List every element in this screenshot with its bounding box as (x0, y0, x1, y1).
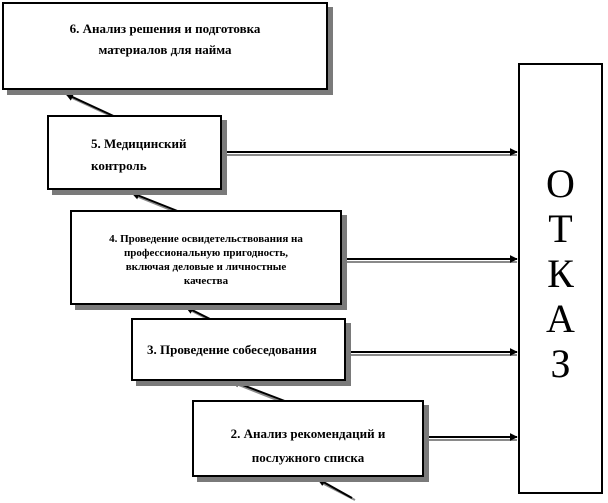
refusal-letter: Т (548, 206, 573, 251)
step-4-line-2: профессиональную пригодность, (123, 247, 289, 259)
step-4-box (70, 210, 342, 305)
arrow-into-step-2 (318, 479, 352, 498)
refusal-letter: А (546, 296, 575, 341)
step-5-box (47, 115, 222, 190)
step-6-line-1: 6. Анализ решения и подготовка (69, 21, 261, 36)
step-5-line-2: контроль (91, 158, 147, 173)
step-5-line-1: 5. Медицинский (91, 136, 187, 151)
step-2-box (192, 400, 424, 477)
step-2-line-1: 2. Анализ рекомендаций и (230, 426, 386, 441)
refusal-letter: З (550, 341, 571, 386)
refusal-letter: О (546, 161, 575, 206)
refusal-letter: К (547, 251, 574, 296)
step-2-line-2: послужного списка (251, 450, 365, 465)
step-4-line-1: 4. Проведение освидетельствования на (109, 233, 303, 245)
step-3-box (131, 318, 346, 381)
step-3-line-1: 3. Проведение собеседования (147, 342, 317, 357)
refusal-box (518, 63, 603, 494)
step-6-box (2, 2, 328, 90)
step-4-line-4: качества (183, 275, 229, 287)
step-4-line-3: включая деловые и личностные (125, 261, 287, 273)
step-6-line-2: материалов для найма (98, 42, 232, 57)
